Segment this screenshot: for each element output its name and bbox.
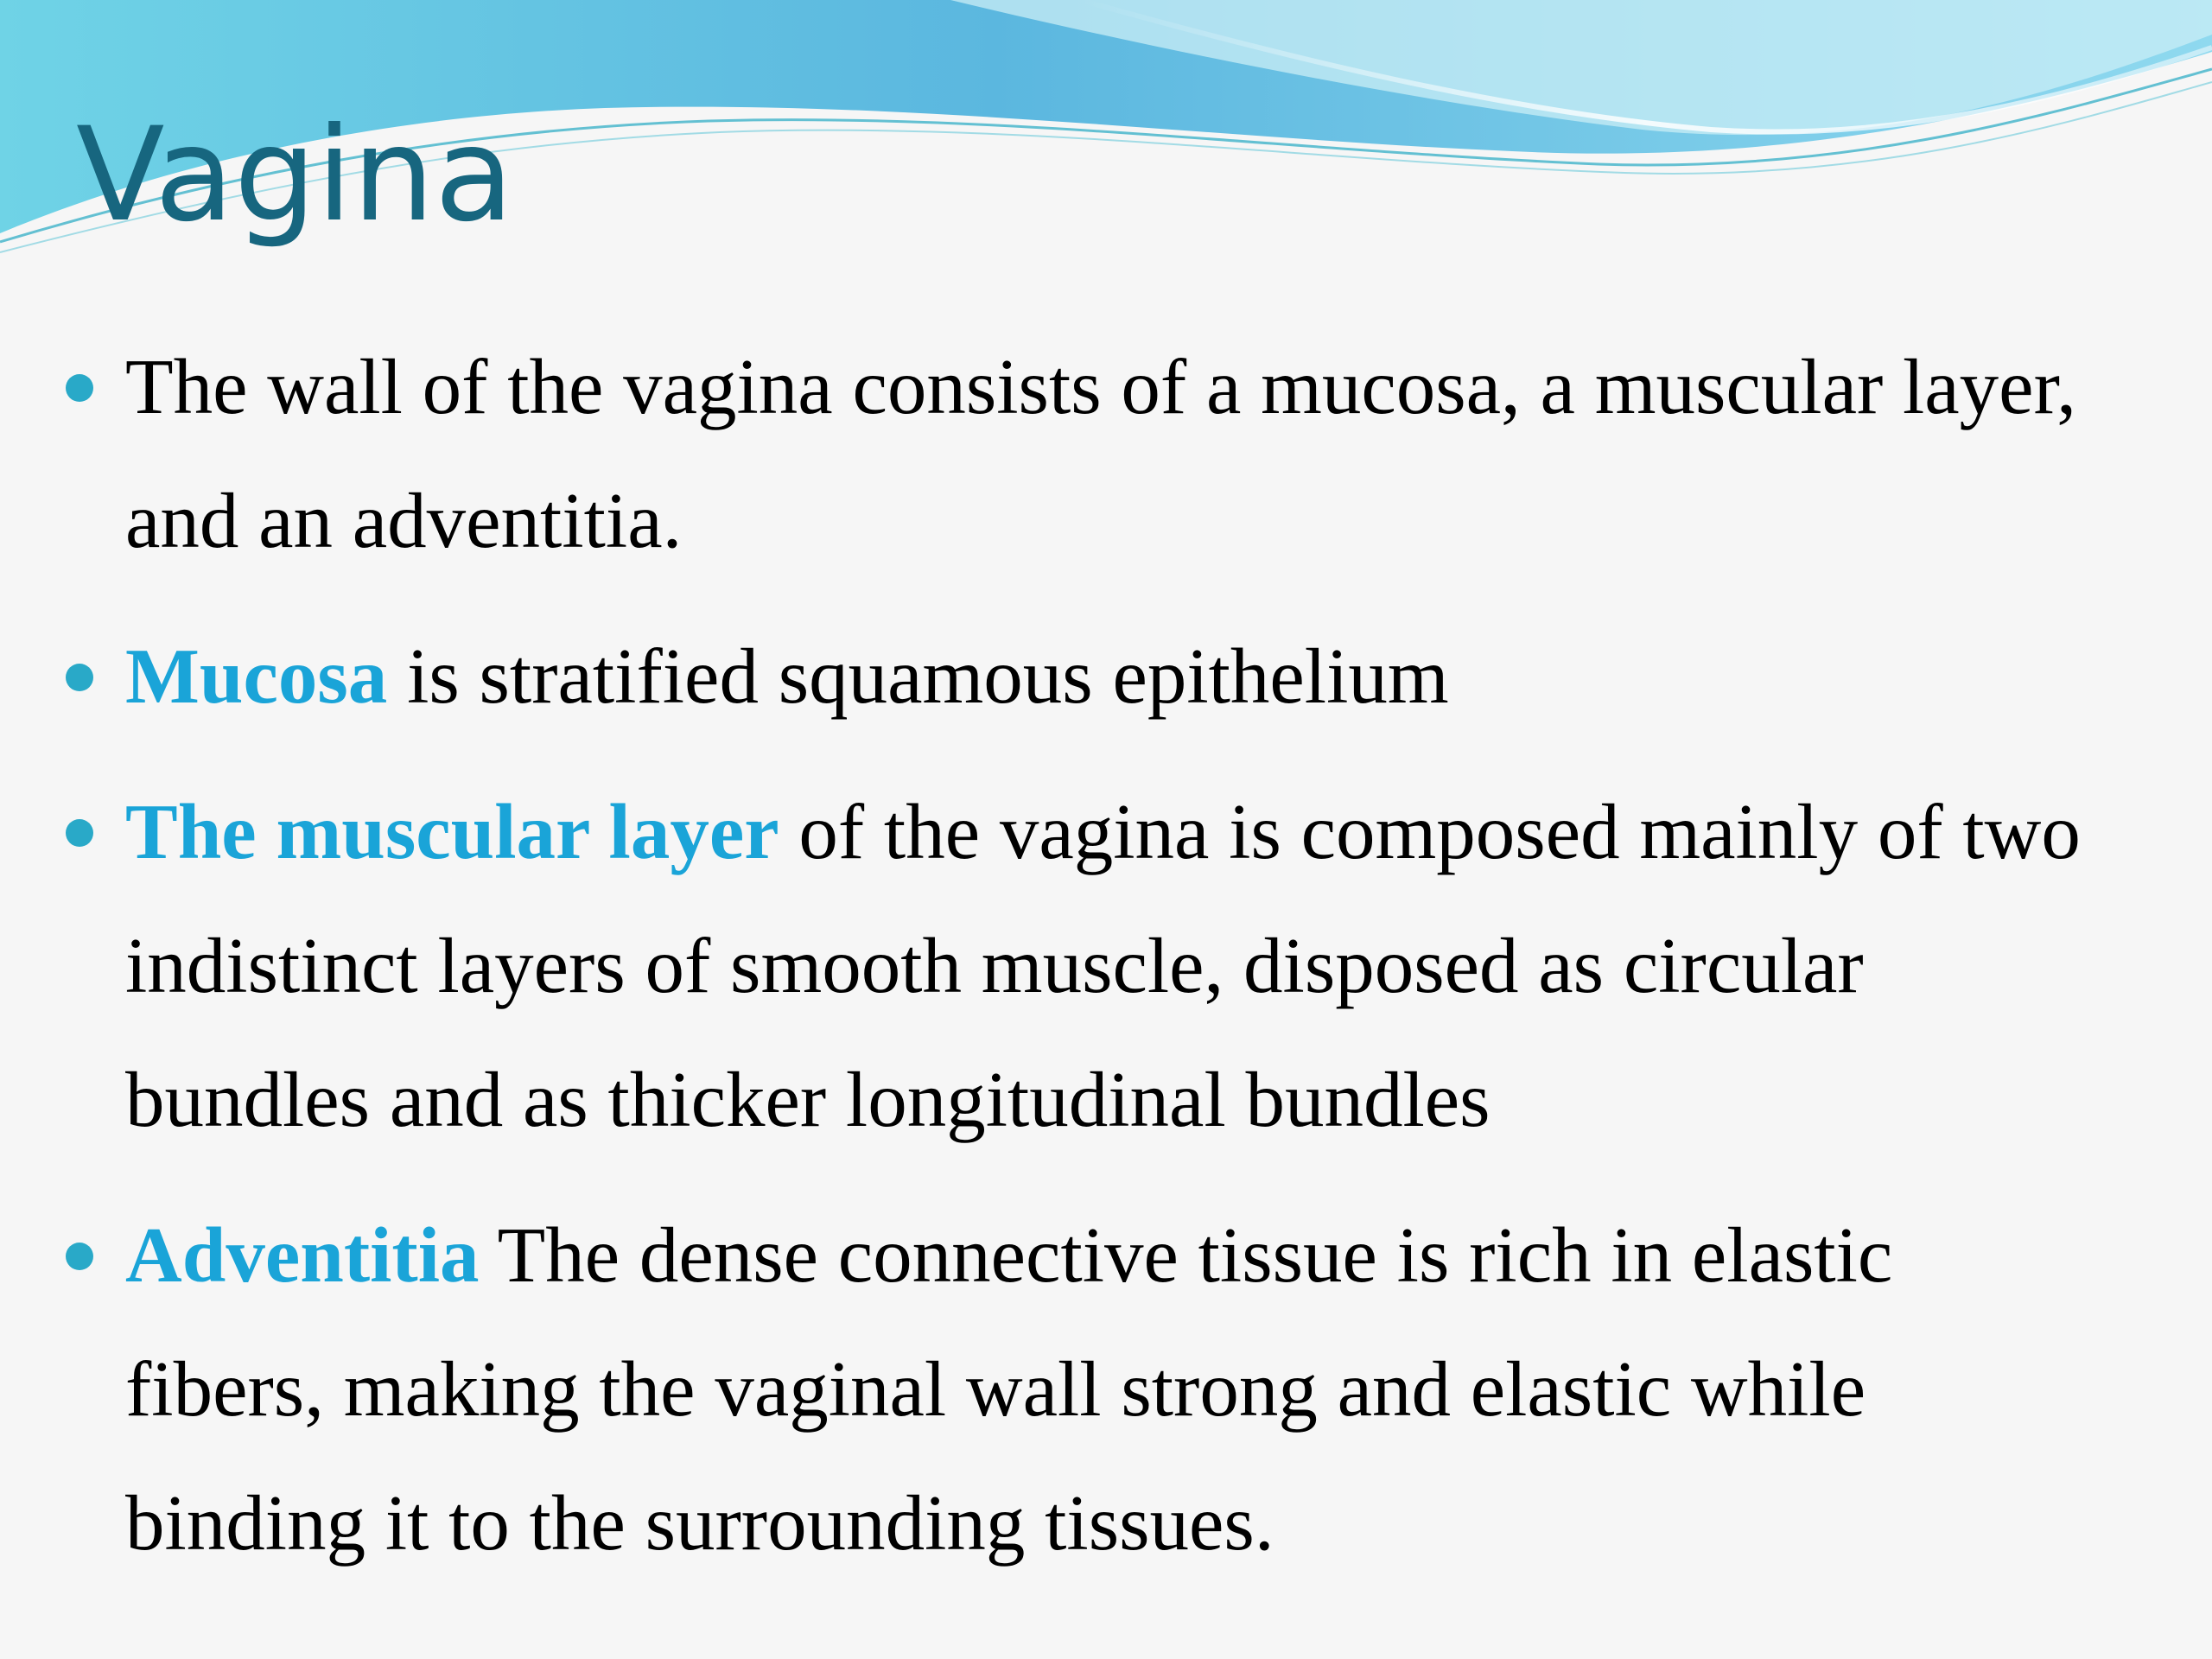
bullet-text: of the vagina is composed mainly of two indistinct layers of smooth muscle, disposed as circular bundles and as thicker longitudinal bundles [125, 788, 2081, 1143]
slide-title: Vagina [76, 100, 514, 251]
bullet-term: Adventitia [125, 1211, 480, 1299]
bullet-list [0, 320, 2212, 1611]
bullet-dot-icon [66, 664, 93, 691]
bullet-item-muscular-layer [0, 765, 2095, 1166]
bullet-dot-icon [66, 819, 93, 847]
bullet-term: Mucosa [125, 632, 388, 720]
bullet-dot-icon [66, 1243, 93, 1270]
bullet-item-wall-layers [0, 320, 2095, 588]
bullet-item-adventitia [0, 1188, 2095, 1590]
bullet-item-mucosa [0, 609, 2095, 743]
bullet-text: is stratified squamous epithelium [387, 632, 1449, 720]
bullet-dot-icon [66, 374, 93, 402]
bullet-term: The muscular layer [125, 788, 779, 875]
bullet-text: The wall of the vagina consists of a mucosa, a muscular layer, and an adventitia. [125, 343, 2076, 564]
bullet-text: The dense connective tissue is rich in elastic fibers, making the vaginal wall strong and elastic while binding it to the surrounding tissues. [125, 1211, 1893, 1567]
